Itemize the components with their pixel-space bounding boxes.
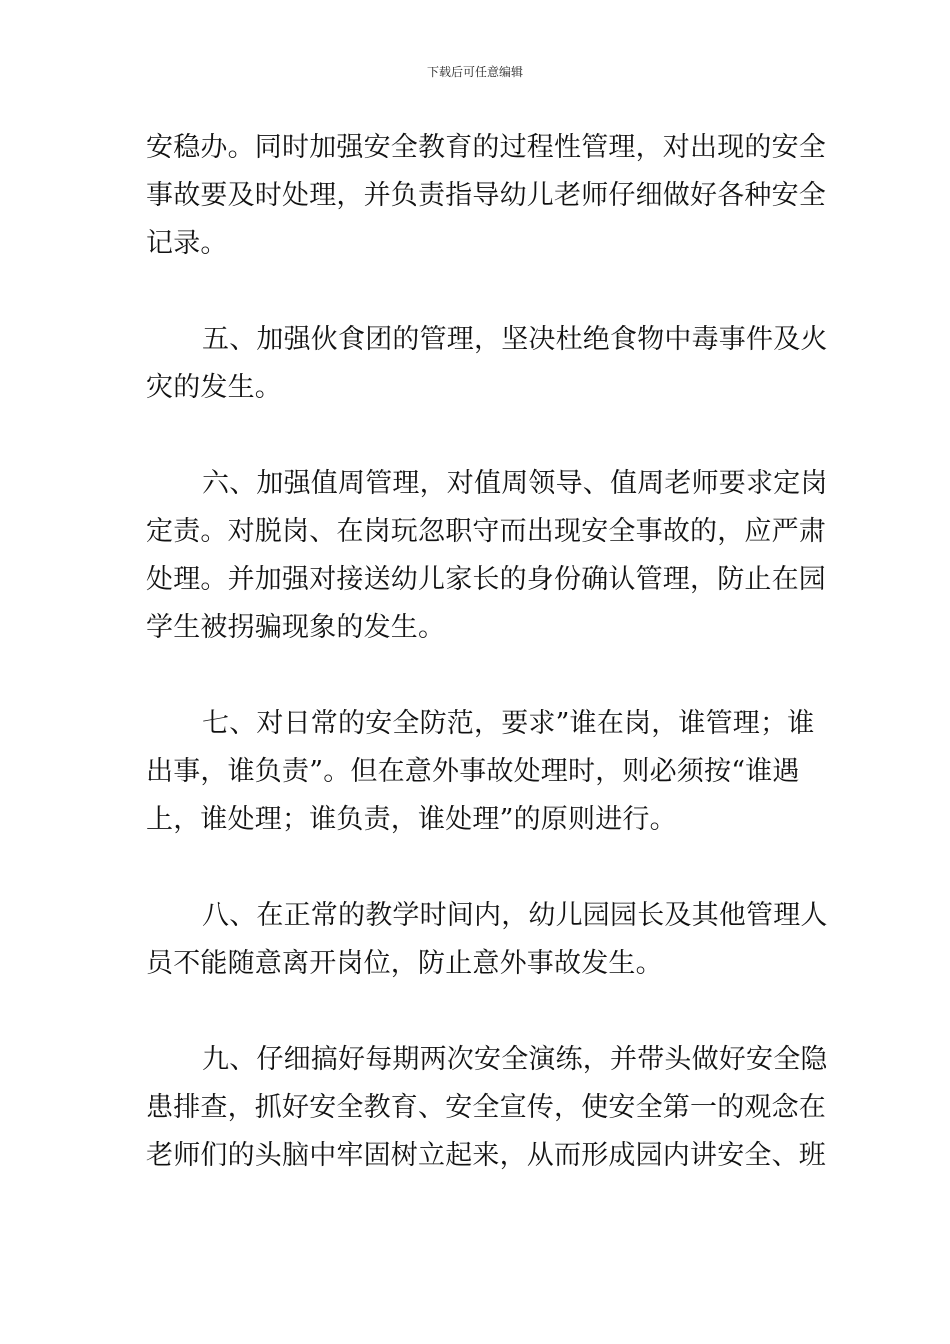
text-line: 事故要及时处理，并负责指导幼儿老师仔细做好各种安全 bbox=[146, 180, 826, 211]
text-line: 安稳办。同时加强安全教育的过程性管理，对出现的安全 bbox=[146, 132, 826, 163]
text-line: 定责。对脱岗、在岗玩忽职守而出现安全事故的，应严肃 bbox=[146, 516, 826, 547]
paragraph-item-5 bbox=[146, 316, 828, 412]
text-line: 九、仔细搞好每期两次安全演练，并带头做好安全隐 bbox=[202, 1044, 828, 1075]
text-line: 八、在正常的教学时间内，幼儿园园长及其他管理人 bbox=[202, 900, 828, 931]
paragraph-item-8 bbox=[146, 892, 828, 988]
paragraph-item-7 bbox=[146, 700, 815, 844]
text-line: 学生被拐骗现象的发生。 bbox=[146, 612, 446, 643]
document-body bbox=[146, 124, 828, 1180]
text-line: 患排查，抓好安全教育、安全宣传，使安全第一的观念在 bbox=[146, 1092, 826, 1123]
text-line: 记录。 bbox=[146, 228, 228, 259]
text-line: 灾的发生。 bbox=[146, 372, 282, 403]
page-header: 下载后可任意编辑 bbox=[426, 65, 523, 79]
paragraph-continuation bbox=[146, 124, 826, 268]
text-line: 处理。并加强对接送幼儿家长的身份确认管理，防止在园 bbox=[146, 564, 826, 595]
paragraph-item-9 bbox=[146, 1036, 828, 1180]
text-line: 上，谁处理；谁负责，谁处理”的原则进行。 bbox=[146, 804, 677, 835]
text-line: 员不能随意离开岗位，防止意外事故发生。 bbox=[146, 948, 663, 979]
paragraph-item-6 bbox=[146, 460, 828, 652]
text-line: 七、对日常的安全防范，要求”谁在岗，谁管理；谁 bbox=[202, 708, 815, 739]
text-line: 老师们的头脑中牢固树立起来，从而形成园内讲安全、班 bbox=[146, 1140, 826, 1171]
text-line: 五、加强伙食团的管理，坚决杜绝食物中毒事件及火 bbox=[202, 324, 828, 355]
text-line: 出事，谁负责”。但在意外事故处理时，则必须按“谁遇 bbox=[146, 756, 800, 787]
text-line: 六、加强值周管理，对值周领导、值周老师要求定岗 bbox=[202, 468, 828, 499]
